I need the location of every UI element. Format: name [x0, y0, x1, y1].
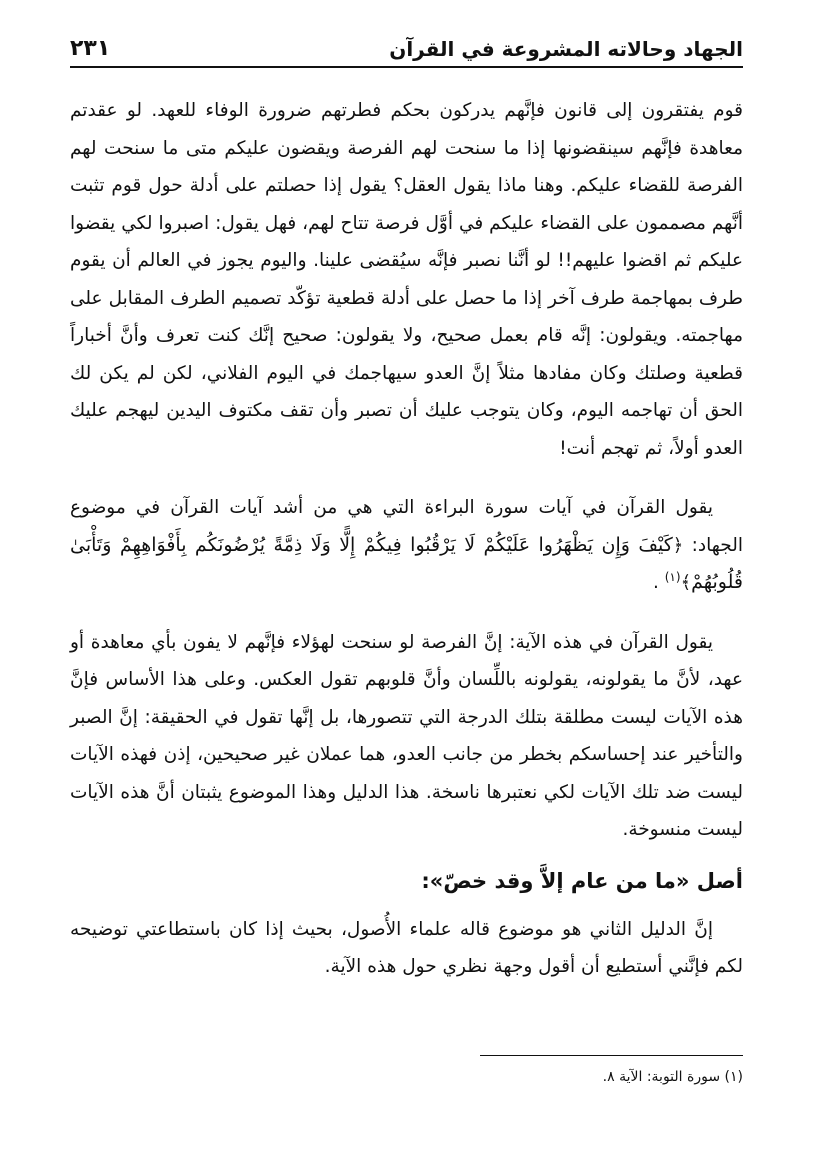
- page-body: [70, 92, 743, 986]
- paragraph-3: يقول القرآن في هذه الآية: إنَّ الفرصة لو سنحت لهؤلاء فإنَّهم لا يفون بأي معاهدة أو عهد، لأنَّ ما يقولونه، يقولونه باللِّسان وأنَّ قلوبهم تقول العكس. وعلى هذا الأساس فإنَّ هذه الآيات ليست مطلقة بتلك الدرجة التي تتصورها، بل إنَّها تقول في الحقيقة: إنَّ الصبر والتأخير عند إحساسكم بخطر من جانب العدو، هما عملان غير صحيحين، إذن فهذه الآيات ليست ضد تلك الآيات لكي نعتبرها ناسخة. هذا الدليل وهذا الموضوع يثبتان أنَّ هذه الآيات ليست منسوخة.: [70, 631, 743, 840]
- quran-verse: كَيْفَ وَإِن يَظْهَرُوا عَلَيْكُمْ لَا يَرْقُبُوا فِيكُمْ إِلًّا وَلَا ذِمَّةً يُرْضُونَكُم بِأَفْوَاهِهِمْ وَتَأْبَىٰ قُلُوبُهُمْ: [70, 533, 743, 593]
- paragraph-2-end: .: [652, 572, 659, 593]
- paragraph-4: إنَّ الدليل الثاني هو موضوع قاله علماء الأُصول، بحيث إذا كان باستطاعتي توضيحه لكم فإنَّني أستطيع أن أقول وجهة نظري حول هذه الآية.: [70, 918, 743, 977]
- footnote: (١) سورة التوبة: الآية ٨.: [602, 1069, 743, 1085]
- verse-close-bracket: ﴾: [680, 572, 692, 593]
- section-spacer: [70, 901, 743, 911]
- running-title: الجهاد وحالاته المشروعة في القرآن: [389, 37, 743, 61]
- header-divider: [70, 66, 743, 68]
- page-number: ٢٣١: [70, 36, 111, 61]
- paragraph-spacer: [70, 467, 743, 489]
- paragraph-1: قوم يفتقرون إلى قانون فإنَّهم يدركون بحكم فطرتهم ضرورة الوفاء للعهد. لو عقدتم معاهدة فإنَّهم سينقضونها إذا ما سنحت لهم الفرصة ويقضون عليكم متى ما سنحت لهم الفرصة للقضاء عليكم. وهنا ماذا يقول العقل؟ يقول إذا حصلتم على أدلة حول قوم تثبت أنَّهم مصممون على القضاء عليكم في أوَّل فرصة تتاح لهم، فهل يقول: اصبروا لكي يقضوا عليكم ثم اقضوا عليهم!! لو أنَّنا نصبر فإنَّه سيُقضى علينا. واليوم يجوز في العالم أن يقوم طرف بمهاجمة طرف آخر إذا ما حصل على أدلة قطعية تؤكّد تصميم الطرف المقابل على مهاجمته. ويقولون: إنَّه قام بعمل صحيح، ولا يقولون: صحيح إنَّك كنت تعرف وأنَّ أخباراً قطعية وصلتك وكان مفادها مثلاً إنَّ العدو سيهاجمك في اليوم الفلاني، لكن لم يكن لك الحق أن تهاجمه اليوم، وكان يتوجب عليك أن تصبر وأن تقف مكتوف اليدين ليهجم عليك العدو أولاً، ثم تهجم أنت!: [70, 100, 743, 459]
- section-heading: أصل «ما من عام إلاَّ وقد خصّ»:: [421, 868, 743, 893]
- footnote-marker: (١): [664, 569, 681, 584]
- paragraph-2-intro: يقول القرآن في آيات سورة البراءة التي هي من أشد آيات القرآن في موضوع الجهاد:: [70, 497, 743, 556]
- section-spacer: [70, 849, 743, 861]
- running-header: [70, 28, 743, 62]
- paragraph-spacer: [70, 602, 743, 624]
- verse-open-bracket: ﴿: [672, 534, 684, 556]
- paragraph-2: [70, 489, 743, 602]
- footnote-divider: [480, 1055, 743, 1056]
